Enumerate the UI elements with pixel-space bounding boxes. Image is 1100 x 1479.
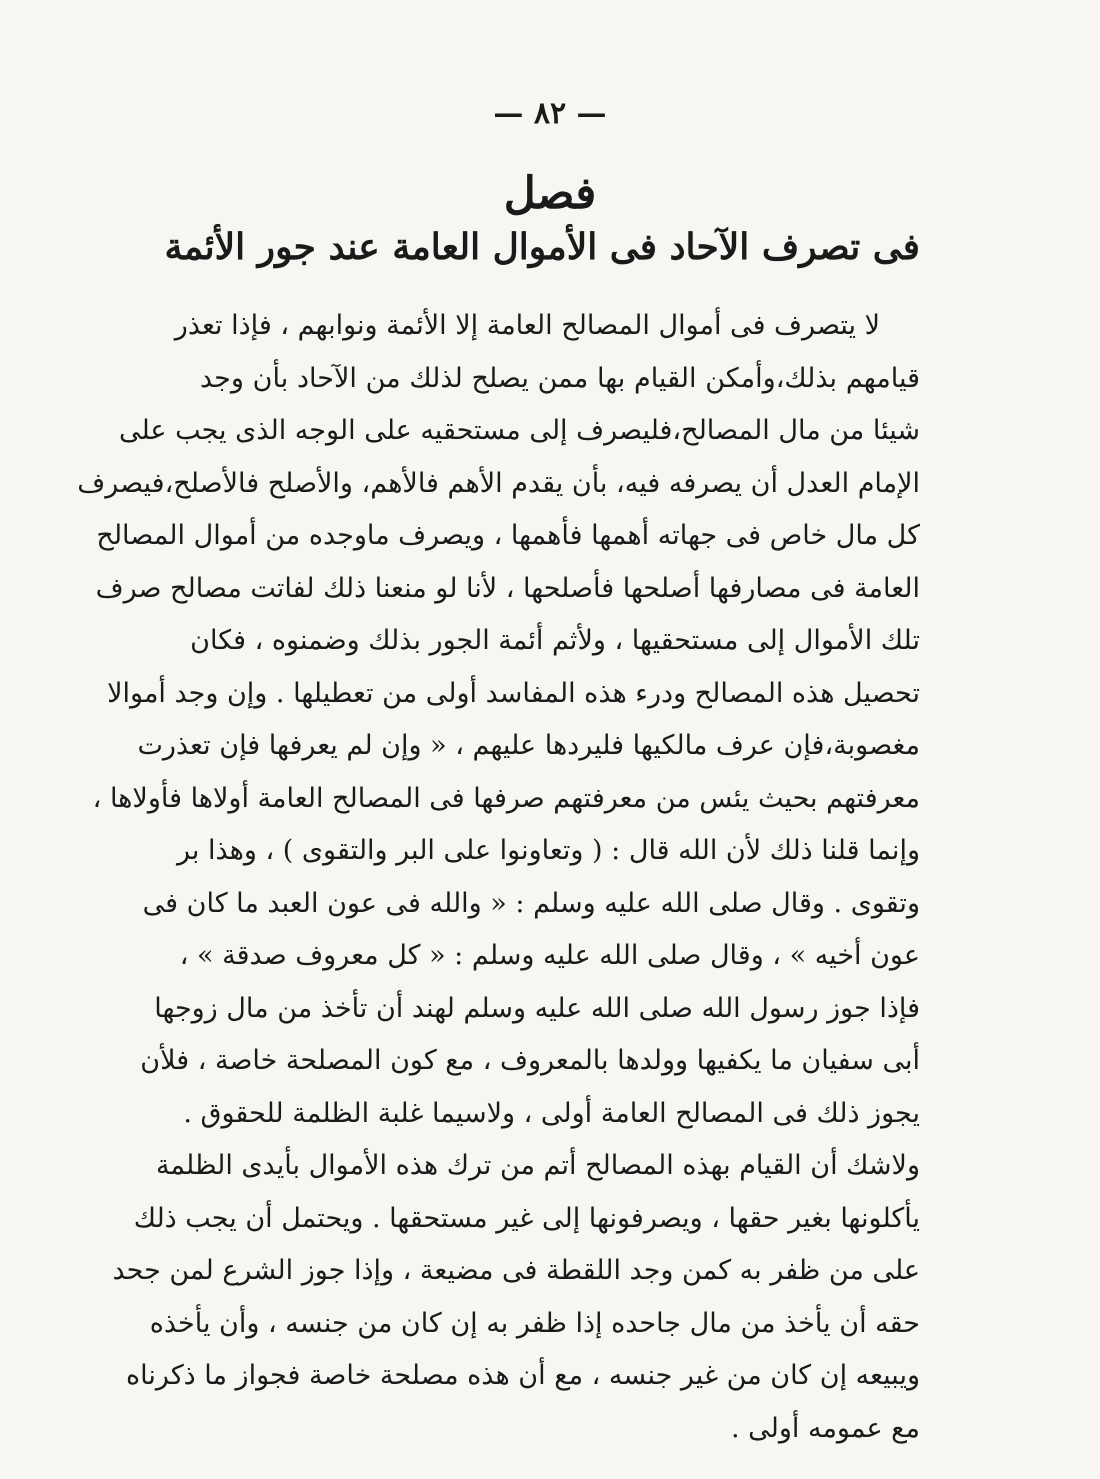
chapter-title: فصل bbox=[503, 168, 597, 219]
section-title: فى تصرف الآحاد فى الأموال العامة عند جور الأئمة bbox=[164, 226, 920, 268]
text-line: وإنما قلنا ذلك لأن الله قال : ( وتعاونوا على البر والتقوى ) ، وهذا بر bbox=[176, 835, 920, 866]
text-line: على من ظفر به كمن وجد اللقطة فى مضيعة ، وإذا جوز الشرع لمن جحد bbox=[112, 1255, 920, 1286]
text-line: تحصيل هذه المصالح ودرء هذه المفاسد أولى من تعطيلها . وإن وجد أموالا bbox=[107, 677, 920, 709]
text-line: فإذا جوز رسول الله صلى الله عليه وسلم لهند أن تأخذ من مال زوجها bbox=[154, 992, 920, 1024]
body-paragraph bbox=[77, 300, 920, 1455]
text-line: يجوز ذلك فى المصالح العامة أولى ، ولاسيما غلبة الظلمة للحقوق . bbox=[183, 1097, 920, 1129]
text-line: تلك الأموال إلى مستحقيها ، ولأثم أئمة الجور بذلك وضمنوه ، فكان bbox=[190, 625, 920, 656]
text-line: أبى سفيان ما يكفيها وولدها بالمعروف ، مع كون المصلحة خاصة ، فلأن bbox=[140, 1045, 920, 1076]
text-line: مع عمومه أولى . bbox=[730, 1412, 920, 1444]
text-line: معرفتهم بحيث يئس من معرفتهم صرفها فى المصالح العامة أولاها فأولاها ، bbox=[92, 782, 920, 814]
text-line: شيئا من مال المصالح،فليصرف إلى مستحقيه على الوجه الذى يجب على bbox=[118, 415, 920, 446]
text-line: العامة فى مصارفها أصلحها فأصلحها ، لأنا لو منعنا ذلك لفاتت مصالح صرف bbox=[95, 572, 920, 604]
text-line: عون أخيه » ، وقال صلى الله عليه وسلم : « كل معروف صدقة » ، bbox=[179, 940, 920, 971]
text-line: يأكلونها بغير حقها ، ويصرفونها إلى غير مستحقها . ويحتمل أن يجب ذلك bbox=[133, 1202, 920, 1234]
text-line: الإمام العدل أن يصرفه فيه، بأن يقدم الأهم فالأهم، والأصلح فالأصلح،فيصرف bbox=[77, 467, 920, 499]
text-line: ولاشك أن القيام بهذه المصالح أتم من ترك هذه الأموال بأيدى الظلمة bbox=[155, 1150, 920, 1181]
text-line: حقه أن يأخذ من مال جاحده إذا ظفر به إن كان من جنسه ، وأن يأخذه bbox=[149, 1307, 920, 1339]
text-line: ويبيعه إن كان من غير جنسه ، مع أن هذه مصلحة خاصة فجواز ما ذكرناه bbox=[126, 1360, 920, 1391]
text-line: مغصوبة،فإن عرف مالكيها فليردها عليهم ، « وإن لم يعرفها فإن تعذرت bbox=[137, 730, 920, 761]
page-number: — ٨٢ — bbox=[493, 96, 607, 131]
text-line: كل مال خاص فى جهاته أهمها فأهمها ، ويصرف ماوجده من أموال المصالح bbox=[96, 520, 920, 551]
text-line: قيامهم بذلك،وأمكن القيام بها ممن يصلح لذلك من الآحاد بأن وجد bbox=[200, 362, 920, 394]
text-line: لا يتصرف فى أموال المصالح العامة إلا الأئمة ونوابهم ، فإذا تعذر bbox=[174, 310, 880, 341]
text-line: وتقوى . وقال صلى الله عليه وسلم : « والله فى عون العبد ما كان فى bbox=[142, 887, 920, 919]
